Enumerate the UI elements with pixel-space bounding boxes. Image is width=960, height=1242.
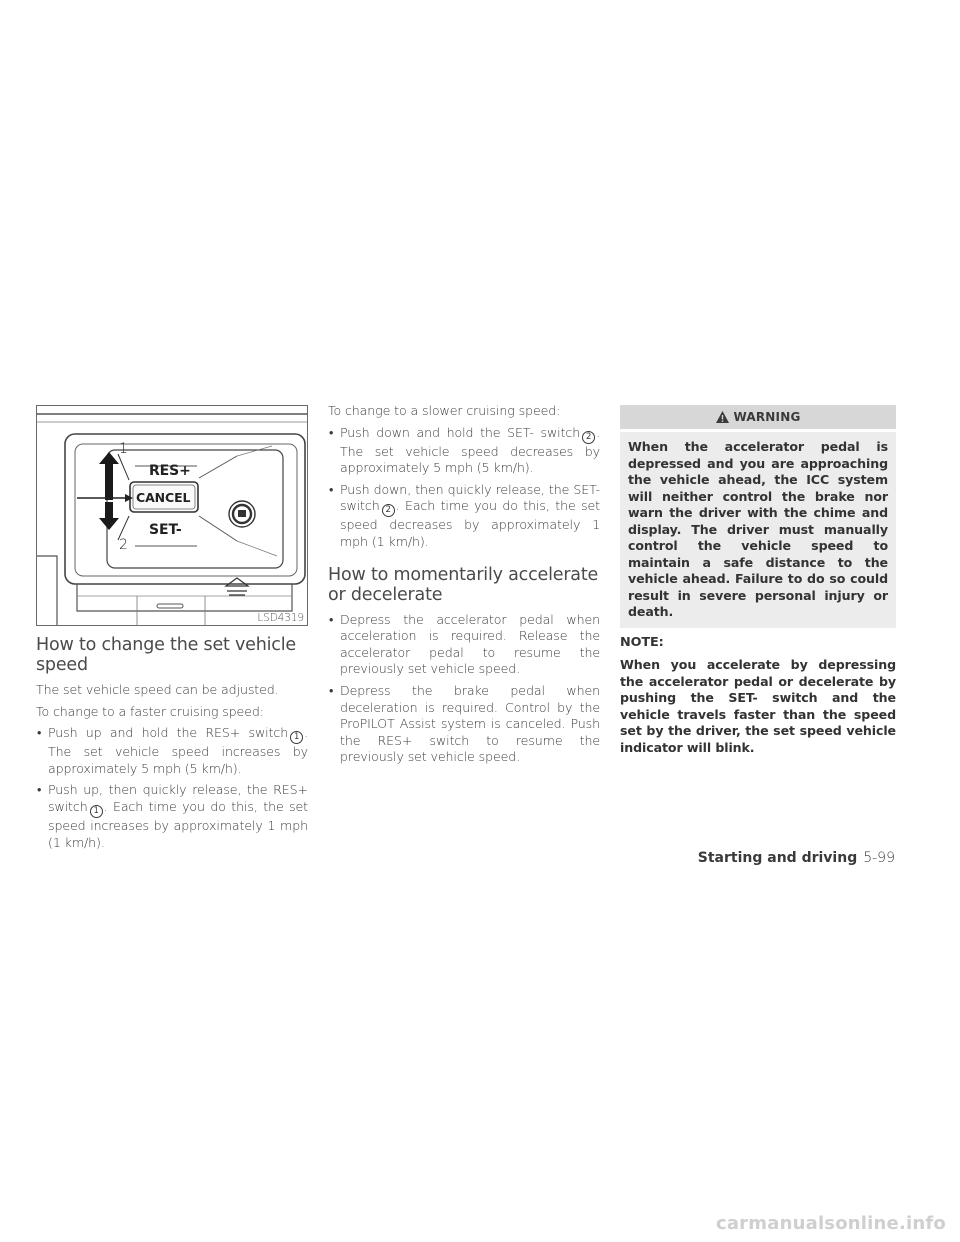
- slower-label: To change to a slower cruising speed:: [328, 403, 561, 418]
- callout-1-icon: 1: [90, 805, 103, 818]
- note-text: When you accelerate by depressing the accelerator pedal or decelerate by pushing the SET- switch and the vehicle travels faster than the speed set by the driver, the set speed vehicle indicator will blink.: [620, 657, 896, 755]
- warning-text: When the accelerator pedal is depressed and you are approaching the vehicle ahead, the ICC system will neither control the brake nor warn the driver with the chime and display. The driver must manually control the vehicle speed to maintain a safe distance to the vehicle ahead. Failure to do so could result in severe personal injury or death.: [620, 432, 896, 628]
- accelerate-heading: How to momentarily accelerate or decelerate: [328, 564, 599, 605]
- callout-2-label: 2: [119, 537, 128, 553]
- warning-title: WARNING: [733, 409, 801, 424]
- cancel-label: CANCEL: [136, 490, 191, 505]
- middle-column: [328, 403, 600, 771]
- accelerate-list: [328, 612, 600, 766]
- watermark: carmanualsonline.info: [715, 1213, 946, 1234]
- faster-list: [36, 725, 308, 851]
- warning-header: [620, 405, 896, 429]
- right-column: [620, 405, 896, 756]
- callout-1-icon: 1: [290, 731, 303, 744]
- faster-label: To change to a faster cruising speed:: [36, 703, 264, 719]
- list-item: • Push up, then quickly release, the RES+ switch 1 . Each time you do this, the set speed increases by approximately 1 mph (1 km/h).: [37, 782, 308, 850]
- section-title: Starting and driving: [697, 850, 858, 866]
- down-arrow-icon: [99, 502, 119, 530]
- page-number: 5-99: [863, 850, 895, 866]
- warning-icon: [715, 410, 730, 424]
- slower-list: [328, 425, 600, 551]
- list-item: • Depress the brake pedal when deceleration is required. Control by the ProPILOT Assist system is canceled. Push the RES+ switch to resume the previously set vehicle speed.: [329, 682, 600, 765]
- list-item: • Push up and hold the RES+ switch 1 . The set vehicle speed increases by approximately 5 mph (5 km/h).: [37, 725, 308, 776]
- callout-2-icon: 2: [382, 504, 395, 517]
- page-footer: [698, 849, 895, 867]
- note-title: NOTE:: [620, 634, 664, 650]
- list-item: • Push down, then quickly release, the SET- switch 2 . Each time you do this, the set speed decreases by approximately 1 mph (1 km/h).: [329, 481, 600, 549]
- left-column: [36, 405, 308, 856]
- steering-switch-figure: [36, 405, 308, 626]
- res-label: RES+: [149, 463, 191, 479]
- set-label: SET-: [149, 522, 182, 538]
- callout-2-icon: 2: [582, 431, 595, 444]
- change-speed-heading: How to change the set vehicle speed: [36, 635, 296, 675]
- switch-illustration: [37, 406, 307, 625]
- figure-code: LSD4319: [257, 612, 304, 624]
- intro-text: The set vehicle speed can be adjusted.: [36, 682, 279, 697]
- up-arrow-icon: [99, 452, 119, 500]
- list-item: • Depress the accelerator pedal when acceleration is required. Release the accelerator pedal to resume the previously set vehicle speed.: [329, 611, 600, 677]
- callout-1-label: 1: [119, 441, 128, 457]
- list-item: • Push down and hold the SET- switch 2 . The set vehicle speed decreases by approximately 5 mph (5 km/h).: [329, 424, 600, 476]
